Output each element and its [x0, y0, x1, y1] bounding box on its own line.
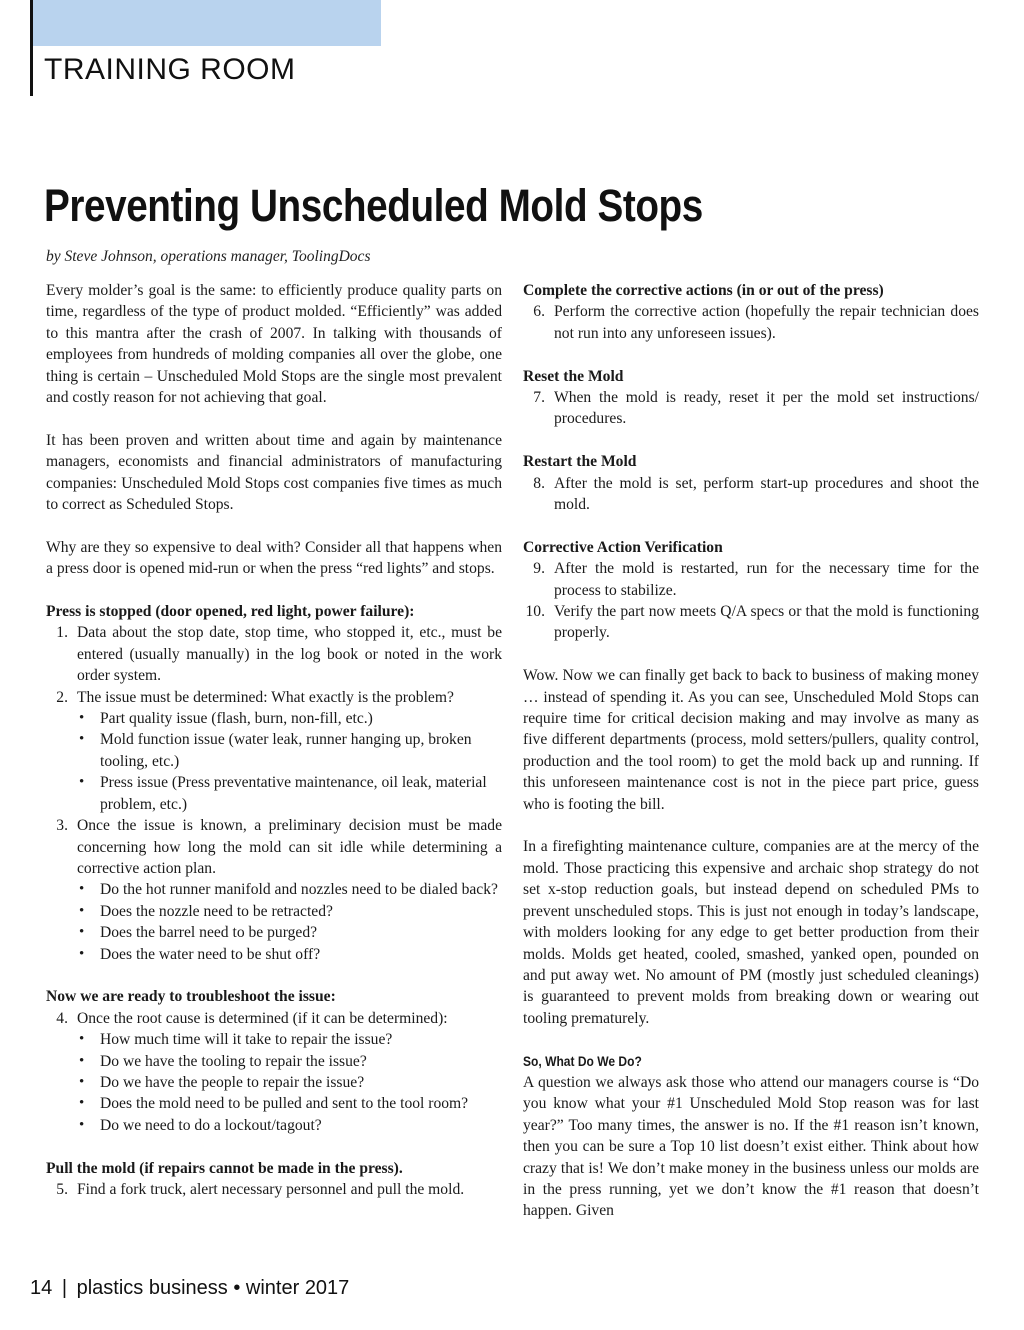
step-text: Data about the stop date, stop time, who stopped it, etc., must be entered (usually manually) in the log book or noted in the work order system.: [77, 624, 502, 685]
step-text: The issue must be determined: What exactly is the problem?: [77, 688, 454, 706]
step-number: 2.: [56, 688, 68, 706]
bullet-list: [77, 708, 502, 815]
subhead-verification: Corrective Action Verification: [523, 538, 723, 556]
step-text: Once the issue is known, a preliminary decision must be made concerning how long the mold can sit idle while determining a corrective action plan.: [77, 817, 502, 877]
bullet-item: [77, 901, 502, 922]
bullet-item: [77, 1115, 502, 1136]
footer-divider: |: [61, 1277, 68, 1299]
footer-bullet: •: [233, 1277, 241, 1299]
bullet-text: Does the barrel need to be purged?: [100, 924, 318, 942]
bullet-text: Does the nozzle need to be retracted?: [100, 902, 333, 920]
header-color-band: [32, 0, 381, 46]
step-number: 6.: [533, 303, 545, 321]
step-item: [523, 387, 979, 430]
bullet-icon: •: [79, 1031, 85, 1048]
bullet-icon: •: [79, 710, 85, 727]
subhead-press-stopped: Press is stopped (door opened, red light, power failure):: [46, 603, 415, 621]
bullet-text: How much time will it take to repair the issue?: [100, 1031, 393, 1049]
body-paragraph: A question we always ask those who attend our managers course is “Do you know what your #1 Unscheduled Mold Stop reason was for last year?” Too many times, the answer is no. If the #1 reason isn’t known, then you can be sure a Top 10 list doesn’t exist either. Think about how crazy that is! We don’t make money in the business unless our molds are in the press running, yet we don’t know the #1 reason that doesn’t happen. Given: [523, 1073, 979, 1220]
bullet-icon: •: [79, 774, 85, 791]
subhead-what-do-we-do: So, What Do We Do?: [523, 1052, 642, 1069]
bullet-text: Do we have the tooling to repair the issue?: [100, 1052, 367, 1070]
step-list: [523, 301, 979, 344]
step-number: 1.: [56, 624, 68, 642]
step-text: Find a fork truck, alert necessary personnel and pull the mold.: [77, 1180, 465, 1198]
bullet-icon: •: [79, 731, 85, 748]
step-text: After the mold is set, perform start-up procedures and shoot the mold.: [554, 474, 979, 514]
bullet-text: Press issue (Press preventative maintenance, oil leak, material problem, etc.): [100, 774, 487, 813]
body-paragraph: In a firefighting maintenance culture, companies are at the mercy of the mold. Those practicing this expensive and archaic shop strategy do not set x-stop reduction goals, but instead depend on scheduled PMs to prevent unscheduled stops. This is just not enough in today’s landscape, with molders looking for any edge to get better production from their molds. Molds get heated, cooled, smashed, yanked open, pounded on and put away wet. No amount of PM (mostly just scheduled cleanings) is guaranteed to prevent molds from breaking down or wearing out tooling prematurely.: [523, 838, 979, 1027]
page-number: 14: [30, 1277, 53, 1299]
bullet-item: [77, 1051, 502, 1072]
step-text: Once the root cause is determined (if it can be determined):: [77, 1009, 448, 1027]
step-number: 4.: [56, 1009, 68, 1027]
bullet-text: Part quality issue (flash, burn, non-fill, etc.): [100, 710, 373, 728]
step-item: [46, 1008, 502, 1136]
bullet-icon: •: [79, 924, 85, 941]
left-column: [46, 280, 502, 1200]
body-paragraph: Why are they so expensive to deal with? Consider all that happens when a press door is opened mid-run or when the press “red lights” and stops.: [46, 538, 502, 578]
step-item: [523, 558, 979, 601]
publication-name: plastics business: [76, 1277, 228, 1299]
bullet-item: [77, 772, 502, 815]
issue-label: winter 2017: [245, 1277, 350, 1299]
step-item: [46, 1179, 502, 1200]
subhead-troubleshoot: Now we are ready to troubleshoot the issue:: [46, 988, 336, 1006]
bullet-item: [77, 1072, 502, 1093]
page-footer: [30, 1276, 349, 1300]
bullet-list: [77, 879, 502, 965]
bullet-item: [77, 879, 502, 900]
step-list: [523, 558, 979, 644]
bullet-text: Do the hot runner manifold and nozzles need to be dialed back?: [100, 881, 498, 899]
step-number: 10.: [525, 603, 545, 621]
step-text: After the mold is restarted, run for the necessary time for the process to stabilize.: [554, 560, 979, 599]
step-item: [46, 687, 502, 815]
bullet-icon: •: [79, 1052, 85, 1069]
bullet-item: [77, 1029, 502, 1050]
bullet-list: [77, 1029, 502, 1136]
bullet-icon: •: [79, 902, 85, 919]
bullet-icon: •: [79, 1073, 85, 1090]
step-number: 8.: [533, 474, 545, 492]
step-number: 3.: [56, 817, 68, 835]
step-text: Perform the corrective action (hopefully the repair technician does not run into any unforeseen issues).: [554, 303, 979, 342]
bullet-icon: •: [79, 881, 85, 898]
bullet-text: Mold function issue (water leak, runner hanging up, broken tooling, etc.): [100, 731, 472, 770]
bullet-text: Does the mold need to be pulled and sent to the tool room?: [100, 1095, 469, 1113]
subhead-restart-mold: Restart the Mold: [523, 453, 637, 471]
bullet-icon: •: [79, 1116, 85, 1133]
article-title: Preventing Unscheduled Mold Stops: [44, 180, 703, 231]
step-list: [46, 1179, 502, 1200]
step-list: [523, 387, 979, 430]
step-text: When the mold is ready, reset it per the mold set instructions/ procedures.: [554, 389, 979, 428]
section-label: TRAINING ROOM: [44, 53, 296, 86]
bullet-icon: •: [79, 1095, 85, 1112]
right-column: [523, 280, 979, 1222]
step-item: [523, 473, 979, 516]
step-item: [523, 301, 979, 344]
article-byline: by Steve Johnson, operations manager, ToolingDocs: [46, 248, 371, 265]
step-text: Verify the part now meets Q/A specs or that the mold is functioning properly.: [554, 603, 979, 642]
bullet-item: [77, 1093, 502, 1114]
bullet-item: [77, 729, 502, 772]
step-number: 9.: [533, 560, 545, 578]
step-number: 7.: [533, 389, 545, 407]
bullet-text: Do we need to do a lockout/tagout?: [100, 1116, 322, 1134]
body-paragraph: Wow. Now we can finally get back to back to business of making money … instead of spending it. As you can see, Unscheduled Mold Stops can require time for critical decision making and may involve as many as five different departments (process, mold setters/pullers, quality control, production and the tool room) to get the mold back up and running. If this unforeseen maintenance cost is not in the piece part price, guess who is footing the bill.: [523, 667, 979, 813]
step-item: [46, 815, 502, 965]
bullet-text: Does the water need to be shut off?: [100, 945, 321, 963]
step-list: [523, 473, 979, 516]
bullet-item: [77, 708, 502, 729]
step-list: [46, 1008, 502, 1136]
bullet-text: Do we have the people to repair the issue?: [100, 1073, 365, 1091]
step-number: 5.: [56, 1180, 68, 1198]
subhead-pull-mold: Pull the mold (if repairs cannot be made in the press).: [46, 1159, 403, 1177]
header-vertical-rule: [30, 0, 33, 96]
body-paragraph: Every molder’s goal is the same: to efficiently produce quality parts on time, regardless of the type of product molded. “Efficiently” was added to this mantra after the crash of 2007. In talking with thousands of employees from hundreds of molding companies all over the globe, one thing is certain – Unscheduled Mold Stops are the single most prevalent and costly reason for not achieving that goal.: [46, 282, 502, 407]
subhead-reset-mold: Reset the Mold: [523, 367, 624, 385]
step-item: [523, 601, 979, 644]
bullet-icon: •: [79, 945, 85, 962]
bullet-item: [77, 922, 502, 943]
body-paragraph: It has been proven and written about time and again by maintenance managers, economists and financial administrators of manufacturing companies: Unscheduled Mold Stops cost companies five times as much to correct as Scheduled Stops.: [46, 431, 502, 514]
bullet-item: [77, 944, 502, 965]
subhead-complete-actions: Complete the corrective actions (in or out of the press): [523, 282, 884, 299]
step-item: [46, 622, 502, 686]
step-list: [46, 622, 502, 965]
